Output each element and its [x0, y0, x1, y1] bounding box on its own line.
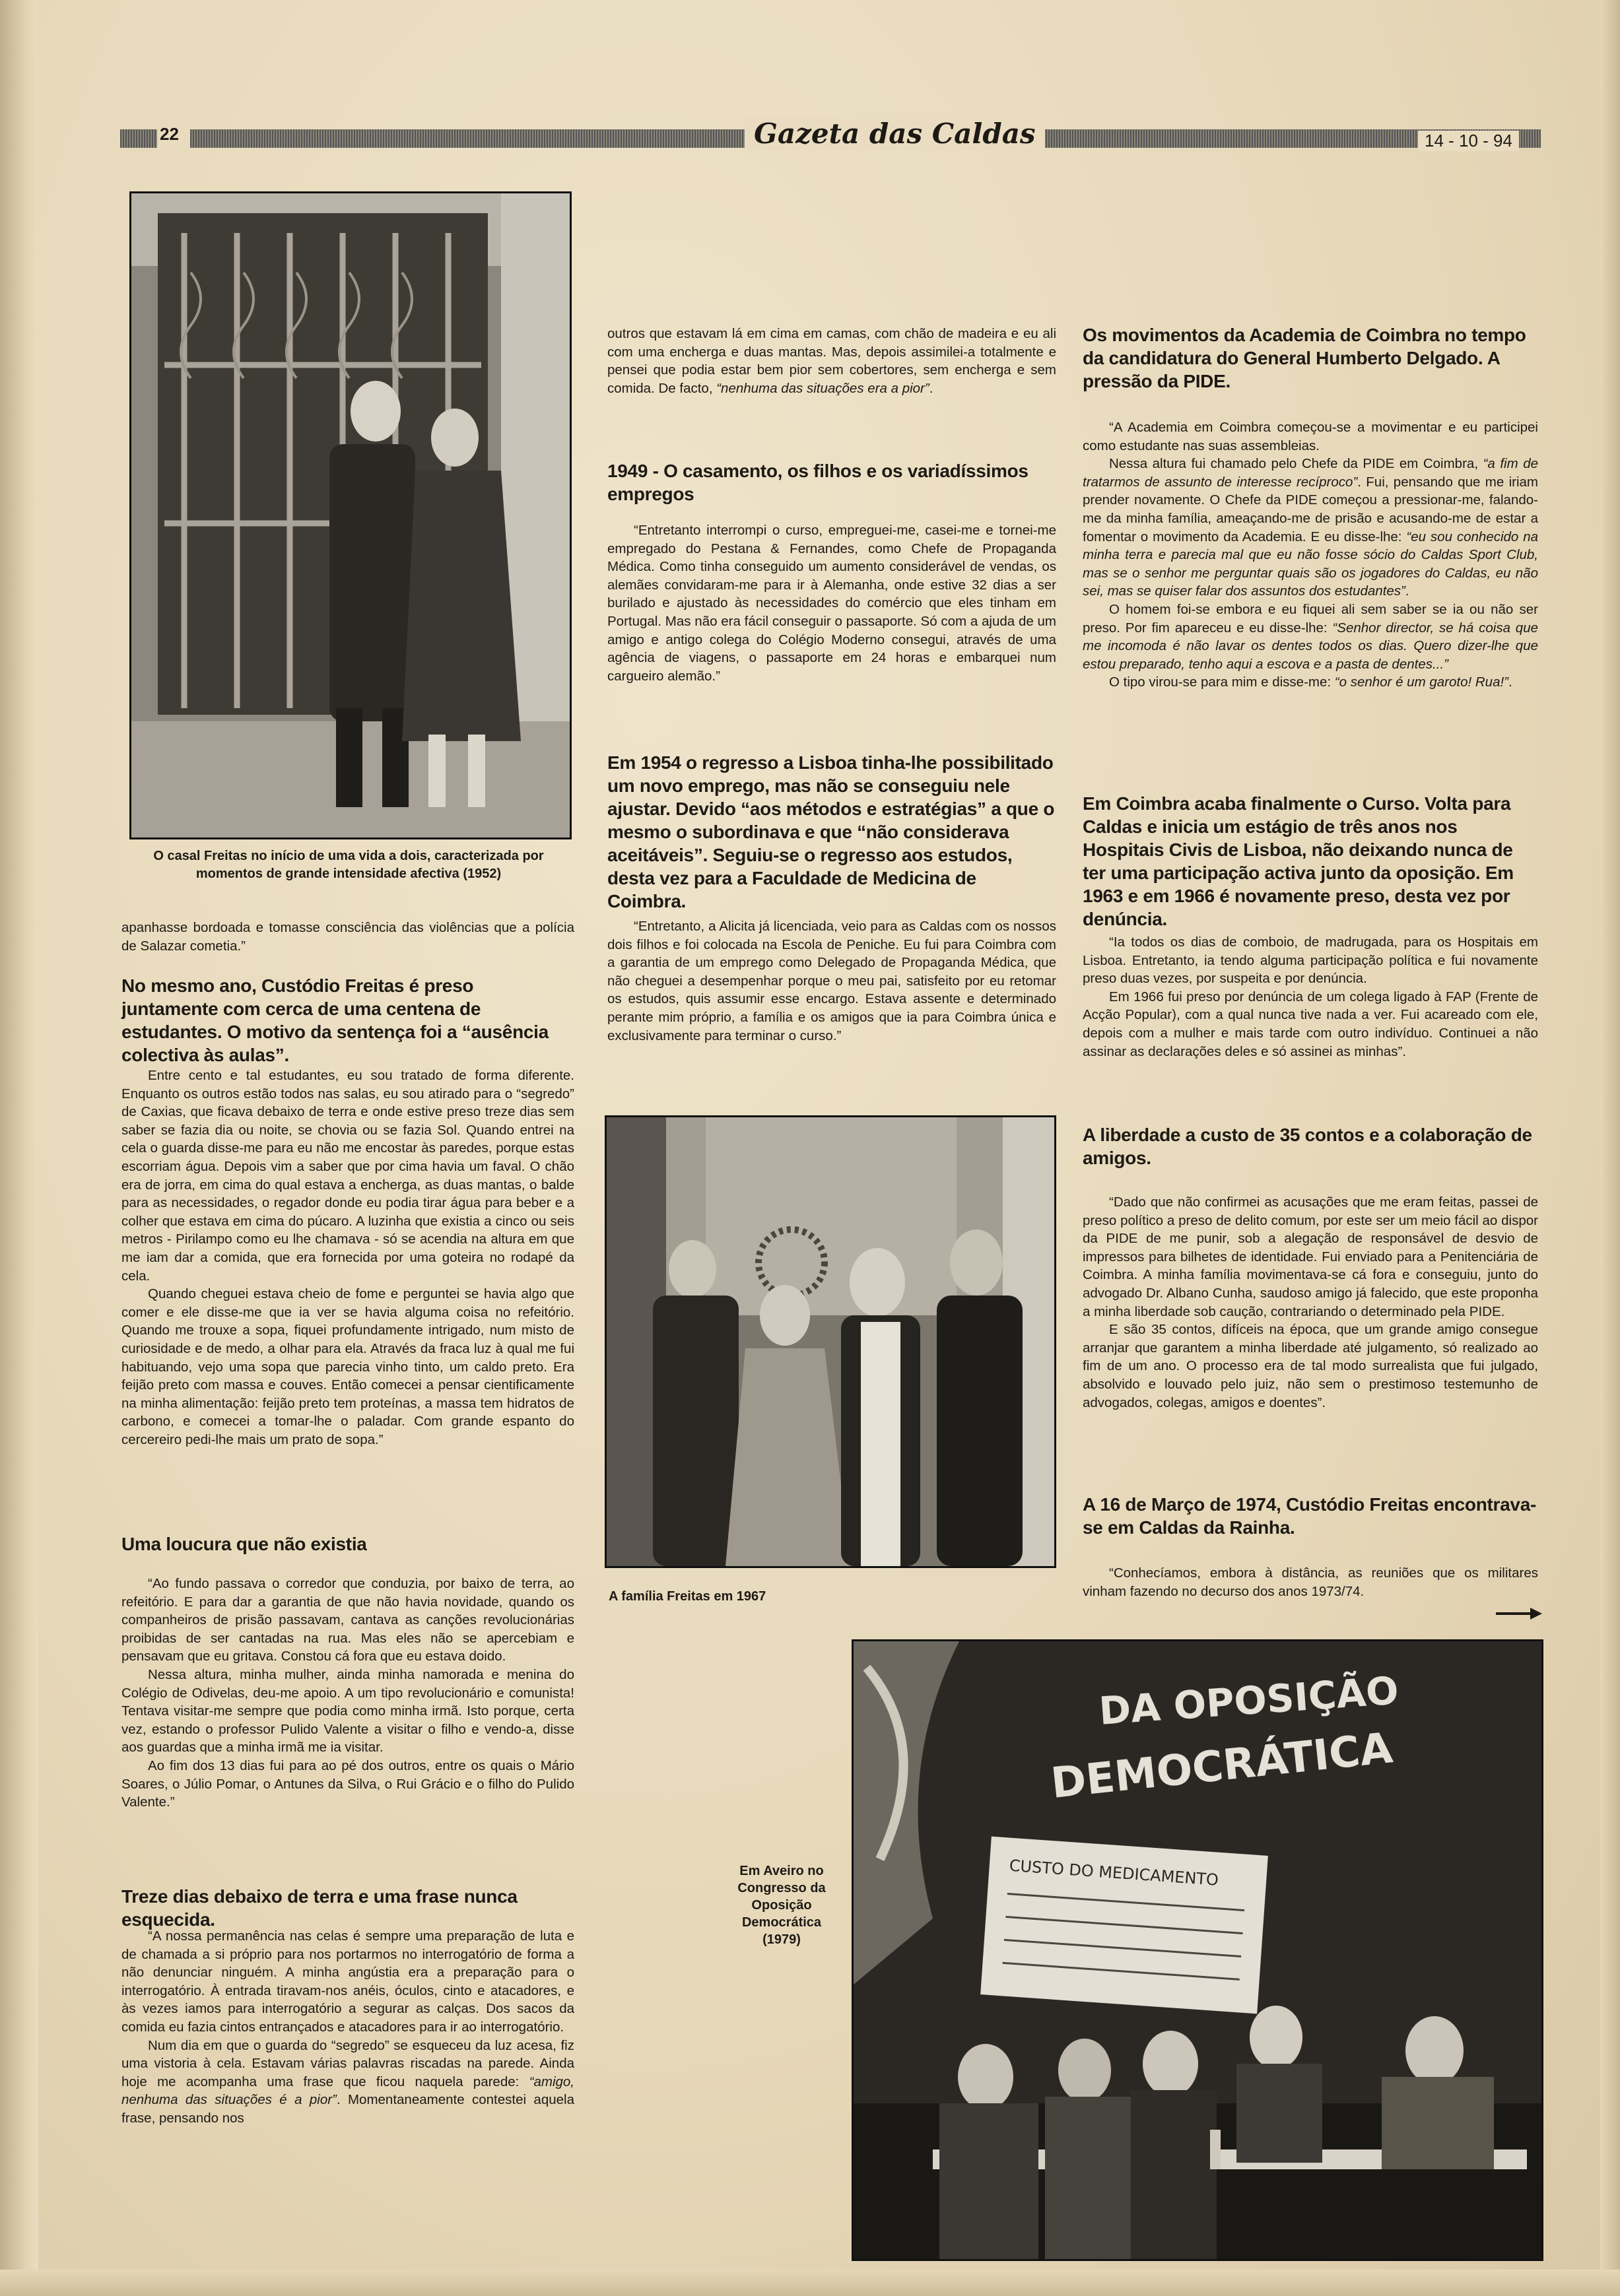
- column-1-body-3: [121, 1927, 574, 2128]
- continue-arrow-icon: [1496, 1606, 1542, 1621]
- col1-paragraph-2: Entre cento e tal estudantes, eu sou tratado de forma diferente. Enquanto os outros estão todos nas salas, eu sou atirado para o “segredo” de Caxias, que ficava debaixo de terra e onde estive preso treze dias sem saber se fazia dia ou noite, se chovia ou se fazia Sol. Quando entrei na cela o guarda disse-me para eu não me encostar às paredes, porque estas escorriam água. Depois vim a saber que por cima havia um faval. O chão era de jorra, em cima do qual estava a encherga, as duas mantas, o balde para as necessidades, o regador donde eu podia tirar água para beber e a colher que estava em cima do púcaro. A luzinha que existia a cinco ou seis metros - Pirilampo como eu lhe chamava - só se acendia na altura em que me iam dar a comida, que era fornecida por uma goteira no rodapé da cela.: [121, 1068, 574, 1284]
- col1-p8-quote: “amigo, nenhuma das situações é a pior”: [121, 2074, 574, 2108]
- col3-p2-quote-1: “a fim de tratarmos de assunto de interesse recíproco”: [1083, 456, 1539, 490]
- col1-subhead-thirteen-days: Treze dias debaixo de terra e uma frase nunca esquecida.: [121, 1886, 518, 1930]
- col3-subhead-1974: A 16 de Março de 1974, Custódio Freitas encontrava-se em Caldas da Rainha.: [1083, 1494, 1536, 1538]
- col3-subhead-academia: Os movimentos da Academia de Coimbra no tempo da candidatura do General Humberto Delgado. A pressão da PIDE.: [1083, 325, 1526, 391]
- col1-paragraph-8: [121, 2037, 574, 2128]
- col2-p1-quote: “nenhuma das situações era a pior”: [716, 380, 929, 396]
- col1-paragraph-1: apanhasse bordoada e tomasse consciência das violências que a polícia de Salazar cometia.”: [121, 920, 574, 954]
- column-2-body-2: [607, 917, 1056, 1045]
- col3-paragraph-6: Em 1966 fui preso por denúncia de um colega ligado à FAP (Frente de Acção Popular), com a qual nunca tive nada a ver. Fui acareado com ele, depois com a mulher e mais tarde com outro indivíduo. Continuei a não assinar as declarações deles e só assinei as minhas”.: [1083, 989, 1538, 1059]
- page-edge-bottom: [0, 2270, 1620, 2296]
- col3-p2-text-b: . Fui, pensando que me iriam prender novamente. O Chefe da PIDE começou a pressionar-me, falando-me da minha família, ameaçando-me de prisão e acusando-me de estar a fomentar o movimento da Academia. E eu disse-lhe:: [1083, 474, 1539, 544]
- col2-paragraph-2: “Entretanto interrompi o curso, empreguei-me, casei-me e tornei-me empregado do Pestana & Fernandes, como Chefe de Propaganda Médica. Como tinha conseguido um aumento considerável de vendas, os alemães convidaram-me para ir à Alemanha, onde estive 32 dias a ser burilado e ajustado às necessidades do comércio que eles tinham em Portugal. Mas não era fácil conseguir o passaporte. Só com a ajuda de um amigo e antigo colega do Colégio Moderno consegui, através de uma agência de viagens, o passaporte em 24 horas e embarquei num cargueiro alemão.”: [607, 523, 1056, 684]
- caption-family: A família Freitas em 1967: [609, 1589, 766, 1604]
- column-1-top: [121, 919, 574, 955]
- col3-paragraph-1: “A Academia em Coimbra começou-se a movimentar e eu participei como estudante nas suas assembleias.: [1083, 420, 1538, 453]
- page-fold-left: [0, 0, 38, 2296]
- col3-p3-text-a: O homem foi-se embora e eu fiquei ali sem saber se ia ou não ser preso. Por fim apareceu e eu disse-lhe:: [1083, 601, 1538, 636]
- photo-couple-1952: [129, 191, 572, 839]
- col3-subhead-liberty: A liberdade a custo de 35 contos e a colaboração de amigos.: [1083, 1125, 1532, 1168]
- col3-paragraph-3: [1083, 601, 1538, 673]
- issue-date: 14 - 10 - 94: [1418, 131, 1519, 151]
- col3-p2-quote-2: “eu sou conhecido na minha terra e parecia mal que eu não fosse sócio do Caldas Sport Club, mas se o senhor me perguntar quais são os jogadores do Caldas, eu não sei, mas se quiser falar dos assuntos dos estudantes”: [1083, 529, 1539, 599]
- col1-p8-text-b: . Momentaneamente contestei aquela frase, pensando nos: [121, 2092, 574, 2126]
- photo-congress-1979: [852, 1639, 1543, 2261]
- masthead: Gazeta das Caldas: [745, 117, 1045, 150]
- col3-paragraph-4: [1083, 673, 1538, 692]
- col3-paragraph-2: [1083, 455, 1538, 601]
- poster-text: CUSTO DO MEDICAMENTO: [1008, 1856, 1219, 1889]
- header-rule-left: [120, 129, 157, 148]
- col2-paragraph-3: “Entretanto, a Alicita já licenciada, veio para as Caldas com os nossos dois filhos e foi colocada na Escola de Peniche. Eu fui para Coimbra com a garantia de um emprego como Delegado de Propaganda Médica, que não cheguei a desempenhar porque o meu pai, satisfeito por eu retomar os estudos, quis assumir esse encargo. Estava assente e determinado perante mim próprio, a família e os amigos que ia para Coimbra única e exclusivamente para terminar o curso.”: [607, 919, 1056, 1043]
- page-number: 22: [160, 124, 179, 144]
- column-2-body: [607, 521, 1056, 685]
- col1-paragraph-6: Ao fim dos 13 dias fui para ao pé dos outros, entre os quais o Mário Soares, o Júlio Pomar, o Antunes da Silva, o Rui Grácio e o filho do Pulido Valente.”: [121, 1757, 574, 1810]
- col3-paragraph-7: “Dado que não confirmei as acusações que me eram feitas, passei de preso político a preso de delito comum, por este ser um meio fácil ao dispor da PIDE de me punir, sob a alegação de responsável de desvio de impressos para bilhetes de identidade. Fui enviado para a Penitenciária de Coimbra. A minha família movimentava-se cá fora e conseguiu, junto do advogado Dr. Albano Cunha, saudoso amigo já falecido, que este proponha a minha liberdade sob caução, contrariando o determinado pela PIDE.: [1083, 1195, 1538, 1319]
- col2-subhead-marriage: 1949 - O casamento, os filhos e os variadíssimos empregos: [607, 461, 1029, 504]
- page-fold-right: [1600, 0, 1620, 2296]
- col3-p2-text-a: Nessa altura fui chamado pelo Chefe da PIDE em Coimbra,: [1109, 456, 1483, 472]
- col1-subhead-madness: Uma loucura que não existia: [121, 1534, 367, 1554]
- column-3-body-2: [1083, 933, 1538, 1061]
- column-3-body-3: [1083, 1193, 1538, 1412]
- col1-paragraph-3: Quando cheguei estava cheio de fome e perguntei se havia algo que comer e ele disse-me que ia ver se havia alguma coisa no refeitório. Quando me trouxe a sopa, fiquei profundamente intrigado, num misto de curiosidade e de medo, a olhar para ela. Através da fraca luz à qual me fui habituando, vejo uma sopa que parecia vinho tinto, um caldo preto. Era feijão preto com massa e couves. Então comecei a pensar cientificamente na minha alimentação: feijão preto tem proteínas, a massa tem hidratos de carbono, e comecei a tomar-lhe o paladar. Com grande espanto do cercereiro pedi-lhe mais um prato de sopa.”: [121, 1286, 574, 1447]
- col1-paragraph-5: Nessa altura, minha mulher, ainda minha namorada e menina do Colégio de Odivelas, deu-me apoio. A um tipo revolucionário e comunista! Tentava visitar-me sempre que podia como minha irmã. Isto porque, certa vez, estando o professor Pulido Valente a visitar o filho e vendo-a, disse aos guardas que a minha irmã me ia visitar.: [121, 1666, 574, 1755]
- col1-p8-text-a: Num dia em que o guarda do “segredo” se esqueceu da luz acesa, fiz uma vistoria à cela. Estavam várias palavras riscadas na parede. Ainda hoje me acompanha uma frase que ficou naquela parede:: [121, 2037, 574, 2089]
- column-1-body-2: [121, 1575, 574, 1812]
- banner-text-line2: DEMOCRÁTICA: [1048, 1724, 1396, 1809]
- col3-p4-quote: “o senhor é um garoto! Rua!”: [1334, 674, 1508, 690]
- column-2-top: [607, 325, 1056, 397]
- col3-subhead-coimbra: Em Coimbra acaba finalmente o Curso. Volta para Caldas e inicia um estágio de três anos nos Hospitais Civis de Lisboa, não deixando nunca de ter uma participação activa junto da oposição. Em 1963 e em 1966 é novamente preso, desta vez por denúncia.: [1083, 793, 1514, 929]
- caption-couple: O casal Freitas no início de uma vida a dois, caracterizada por momentos de grande intensidade afectiva (1952): [153, 849, 544, 881]
- column-3-body: [1083, 418, 1538, 692]
- photo-family-1967: [605, 1115, 1056, 1568]
- col3-p3-quote: “Senhor director, se há coisa que me incomoda é não lavar os dentes todos os dias. Quero dizer-lhe que estou preparado, tenho aqui a escova e a pasta de dentes...”: [1083, 620, 1539, 672]
- col3-paragraph-8: E são 35 contos, difíceis na época, que um grande amigo consegue arranjar que garantem a minha liberdade até julgamento, só realizado ao fim de um ano. O processo era de tal modo surrealista que fui julgado, absolvido e louvado pelo juiz, não sem o prestimoso testemunho de advogados, colegas, amigos e doentes”.: [1083, 1322, 1538, 1410]
- col3-p2-text-c: .: [1405, 583, 1409, 599]
- col3-p4-text-a: O tipo virou-se para mim e disse-me:: [1109, 674, 1335, 690]
- col3-paragraph-9: “Conhecíamos, embora à distância, as reuniões que os militares vinham fazendo no decurso dos anos 1973/74.: [1083, 1565, 1538, 1599]
- column-1-body: [121, 1066, 574, 1449]
- col2-subhead-lisbon: Em 1954 o regresso a Lisboa tinha-lhe possibilitado um novo emprego, mas não se conseguiu nele ajustar. Devido “aos métodos e estratégias” a que o mesmo o subordinava e que “não considerava aceitáveis”. Seguiu-se o regresso aos estudos, desta vez para a Faculdade de Medicina de Coimbra.: [607, 752, 1055, 911]
- col1-subhead-arrest: No mesmo ano, Custódio Freitas é preso juntamente com cerca de uma centena de estudantes. O motivo da sentença foi a “ausência colectiva às aulas”.: [121, 975, 549, 1065]
- column-3-body-4: [1083, 1564, 1538, 1600]
- banner-text-line1: DA OPOSIÇÃO: [1097, 1668, 1400, 1734]
- caption-congress: Em Aveiro no Congresso da Oposição Democrática (1979): [737, 1864, 826, 1947]
- col1-paragraph-7: “A nossa permanência nas celas é sempre uma preparação de luta e de chamada a si próprio para nos portarmos no interrogatório de forma a não denunciar ninguém. A minha angústia era a preparação para o interrogatório. À entrada tiravam-nos anéis, óculos, cinto e atacadores, e às vezes iamos para interrogatório a segurar as calças. Dos sacos da comida eu fazia cintos entrançados e atacadores para ir ao interrogatório.: [121, 1928, 574, 2035]
- col2-p1-text-b: .: [929, 380, 933, 396]
- col3-p4-text-b: .: [1508, 674, 1512, 690]
- col3-paragraph-5: “Ia todos os dias de comboio, de madrugada, para os Hospitais em Lisboa. Entretanto, ia tendo alguma participação política e fui novamente preso duas vezes, por suspeita e por denúncia.: [1083, 935, 1538, 987]
- col2-paragraph-1: [607, 325, 1056, 397]
- col1-paragraph-4: “Ao fundo passava o corredor que conduzia, por baixo de terra, ao refeitório. E para dar a garantia de que não havia novidade, quando os companheiros de prisão passavam, cantava as canções revolucionárias proibidas de ser cantadas na rua. Mas eles não se apercebiam e pensavam que eu gritava. Constou cá fora que eu estava doido.: [121, 1576, 574, 1664]
- col2-p1-text-a: outros que estavam lá em cima em camas, com chão de madeira e eu ali com uma encherga e duas mantas. Mas, depois assimilei-a totalmente e pensei que podia estar bem pior sem cobertores, sem encherga e sem comida. De facto,: [607, 326, 1056, 396]
